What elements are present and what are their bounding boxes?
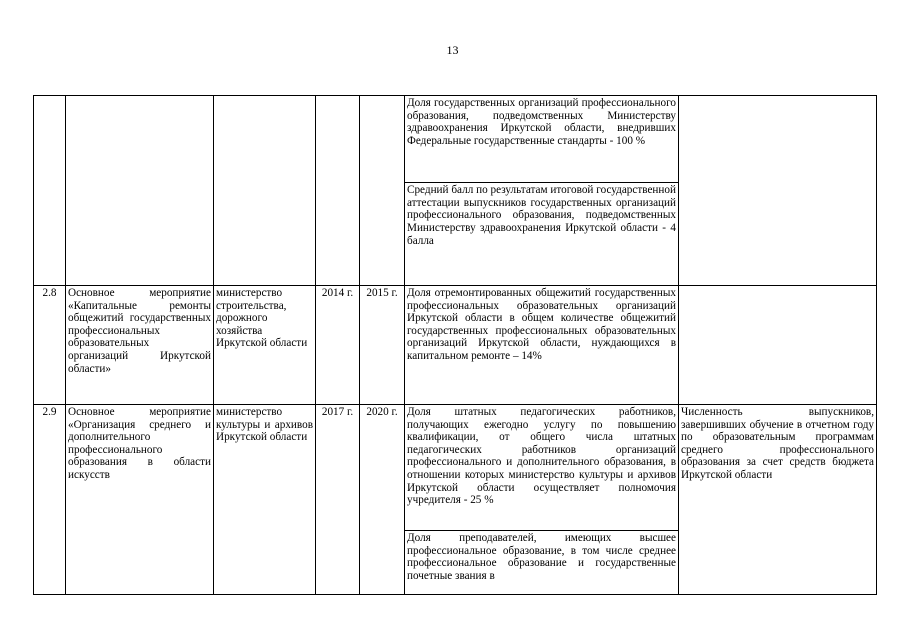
start-year: 2017 г. bbox=[316, 405, 360, 595]
program-table bbox=[33, 95, 877, 595]
result-cell: Численность выпускников, завершивших обучение в отчетном году по образовательным программам среднего профессионального образования за счет средств бюджета Иркутской области bbox=[679, 405, 877, 595]
cell-name-empty bbox=[66, 96, 214, 286]
executor: министерство культуры и архивов Иркутской области bbox=[214, 405, 316, 595]
page-number: 13 bbox=[446, 43, 459, 57]
activity-name: Основное мероприятие «Организация среднего и дополнительного профессионального образования в области искусств bbox=[66, 405, 214, 595]
indicator-cell: Доля государственных организаций профессионального образования, подведомственных Министерству здравоохранения Иркутской области, внедривших Федеральные государственные стандарты - 100 % bbox=[405, 96, 679, 183]
table-row bbox=[34, 405, 877, 531]
cell-start-empty bbox=[316, 96, 360, 286]
cell-end-empty bbox=[360, 96, 405, 286]
indicator-cell: Средний балл по результатам итоговой государственной аттестации выпускников государственных организаций профессионального образования, подведомственных Министерству здравоохранения Иркутской области - 4 балла bbox=[405, 183, 679, 286]
end-year: 2020 г. bbox=[360, 405, 405, 595]
indicator-cell: Доля преподавателей, имеющих высшее профессиональное образование, в том числе среднее профессиональное образование и государственные почетные звания в bbox=[405, 531, 679, 595]
table-row bbox=[34, 286, 877, 405]
table-row-continuation bbox=[34, 96, 877, 183]
cell-result-empty bbox=[679, 96, 877, 286]
indicator-cell: Доля штатных педагогических работников, получающих ежегодно услугу по повышению квалификации, от общего числа штатных педагогических работников организаций профессионального и дополнительного образования, в отношении которых министерство культуры и архивов Иркутской области осуществляет полномочия учредителя - 25 % bbox=[405, 405, 679, 531]
cell-num-empty bbox=[34, 96, 66, 286]
row-number: 2.8 bbox=[34, 286, 66, 405]
activity-name: Основное мероприятие «Капитальные ремонты общежитий государственных профессиональных образовательных организаций Иркутской области» bbox=[66, 286, 214, 405]
cell-executor-empty bbox=[214, 96, 316, 286]
end-year: 2015 г. bbox=[360, 286, 405, 405]
indicator-cell: Доля отремонтированных общежитий государственных профессиональных образовательных организаций Иркутской области в общем количестве общежитий государственных профессиональных образовательных организаций Иркутской области, нуждающихся в капитальном ремонте – 14% bbox=[405, 286, 679, 405]
start-year: 2014 г. bbox=[316, 286, 360, 405]
row-number: 2.9 bbox=[34, 405, 66, 595]
executor: министерство строительства, дорожного хозяйства Иркутской области bbox=[214, 286, 316, 405]
result-cell bbox=[679, 286, 877, 405]
